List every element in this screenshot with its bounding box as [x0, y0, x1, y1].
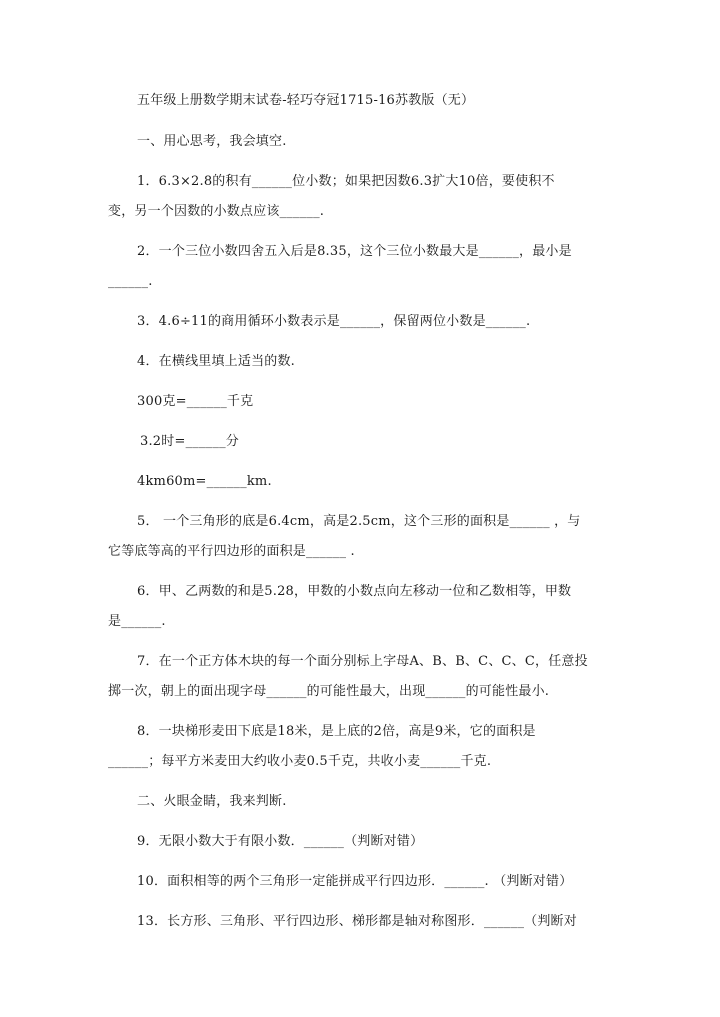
section-two-heading: 二、火眼金睛，我来判断.: [137, 794, 287, 809]
question-2-line-2: ______.: [108, 274, 153, 289]
question-13: 13．长方形、三角形、平行四边形、梯形都是轴对称图形．______（判断对: [137, 914, 577, 929]
question-10: 10．面积相等的两个三角形一定能拼成平行四边形．______. （判断对错）: [137, 874, 573, 889]
question-9: 9．无限小数大于有限小数．______（判断对错）: [137, 834, 424, 849]
question-6-line-2: 是______.: [108, 614, 166, 629]
question-4-part-a: 300克=______千克: [137, 394, 254, 409]
question-8-line-2: ______；每平方米麦田大约收小麦0.5千克，共收小麦______千克.: [108, 754, 492, 769]
question-7-line-1: 7．在一个正方体木块的每一个面分别标上字母A、B、B、C、C、C，任意投: [137, 654, 588, 669]
question-1-line-2: 变，另一个因数的小数点应该______.: [108, 204, 325, 219]
question-4-part-c: 4km60m=______km.: [137, 474, 272, 489]
question-6-line-1: 6．甲、乙两数的和是5.28，甲数的小数点向左移动一位和乙数相等，甲数: [137, 584, 572, 599]
question-3: 3．4.6÷11的商用循环小数表示是______，保留两位小数是______.: [137, 314, 531, 329]
question-5-line-2: 它等底等高的平行四边形的面积是______ .: [108, 544, 355, 559]
question-8-line-1: 8．一块梯形麦田下底是18米，是上底的2倍，高是9米，它的面积是: [137, 724, 536, 739]
question-7-line-2: 掷一次，朝上的面出现字母______的可能性最大，出现______的可能性最小.: [108, 684, 550, 699]
question-5-line-1: 5． 一个三角形的底是6.4cm，高是2.5cm，这个三形的面积是______ ，与: [137, 514, 581, 529]
document-title: 五年级上册数学期末试卷-轻巧夺冠1715-16苏教版（无）: [137, 93, 475, 108]
question-1-line-1: 1．6.3×2.8的积有______位小数；如果把因数6.3扩大10倍，要使积不: [137, 174, 555, 189]
section-one-heading: 一、用心思考，我会填空.: [137, 134, 287, 149]
question-4: 4．在横线里填上适当的数.: [137, 354, 296, 369]
question-2-line-1: 2．一个三位小数四舍五入后是8.35，这个三位小数最大是______，最小是: [137, 244, 572, 259]
question-4-part-b: 3.2时=______分: [140, 434, 239, 449]
